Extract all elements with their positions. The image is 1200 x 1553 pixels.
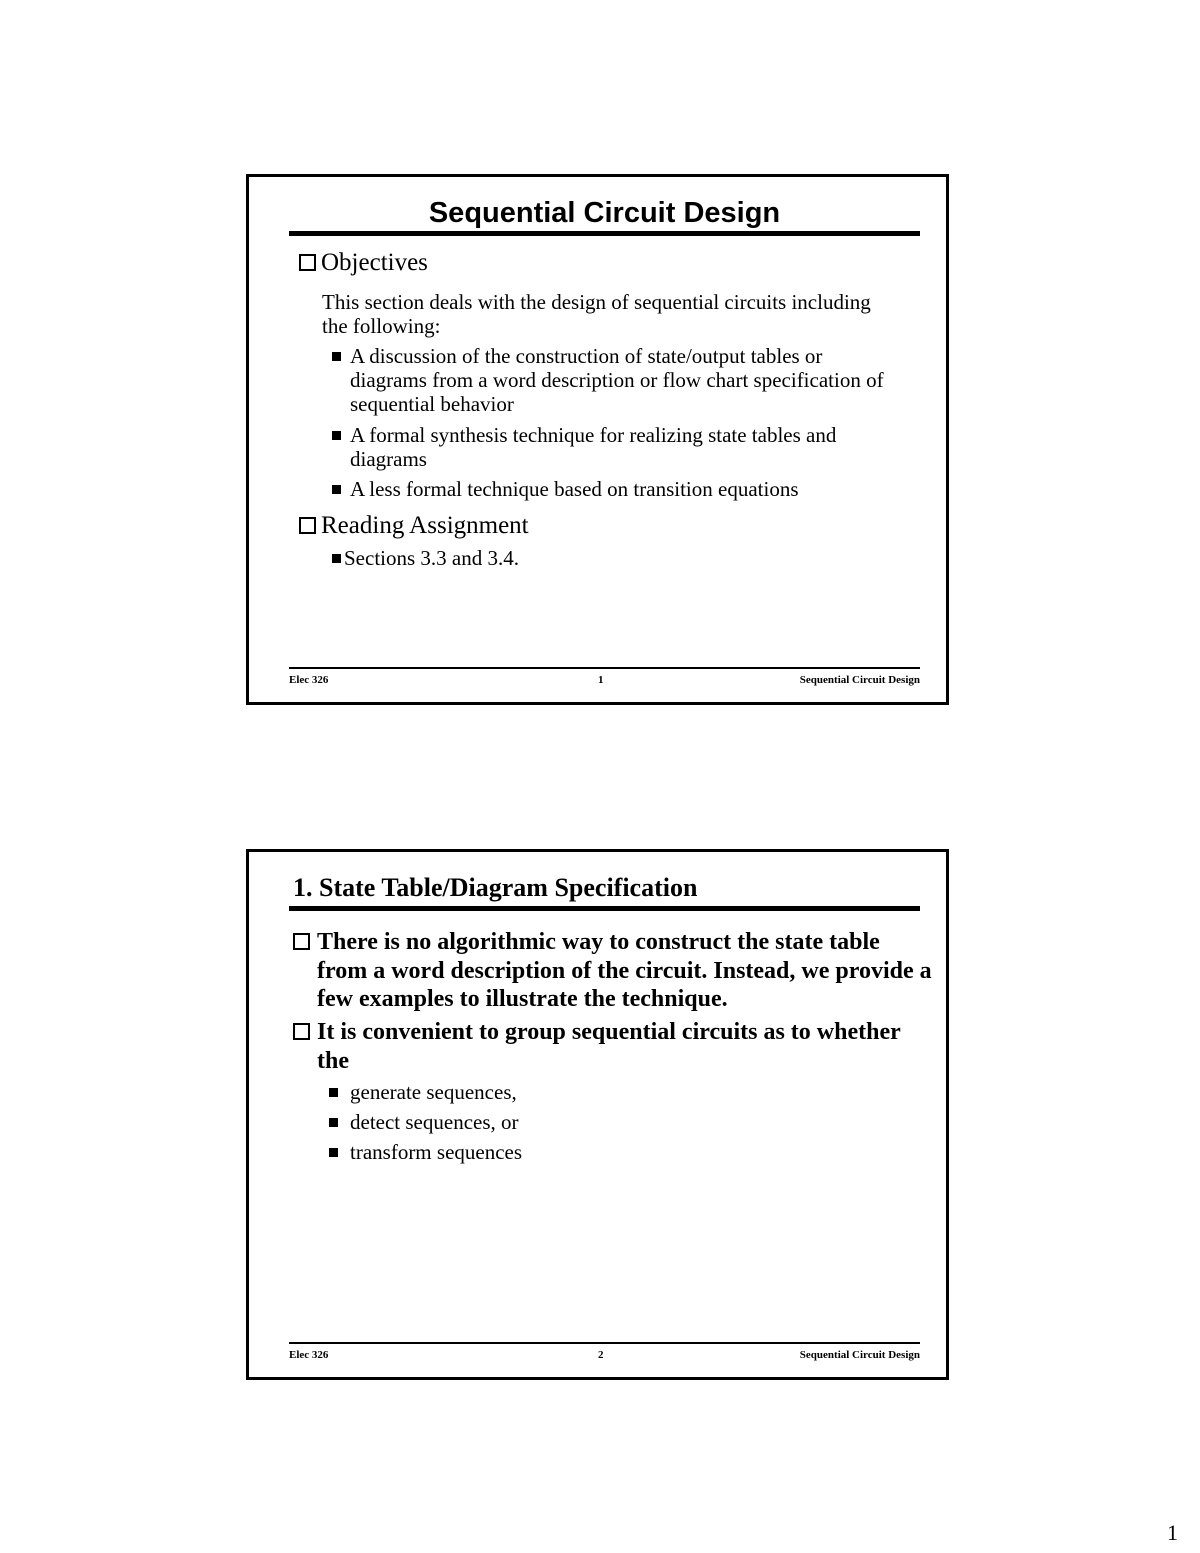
- footer-course: Elec 326: [289, 1349, 329, 1361]
- slide-title: 1. State Table/Diagram Specification: [293, 873, 698, 902]
- hollow-square-bullet-icon: [299, 517, 316, 534]
- filled-square-bullet-icon: [329, 1118, 338, 1127]
- footer-rule: [289, 1342, 920, 1344]
- list-item: generate sequences,: [329, 1080, 517, 1104]
- footer-topic: Sequential Circuit Design: [799, 1349, 920, 1361]
- filled-square-bullet-icon: [332, 554, 341, 563]
- filled-square-bullet-icon: [332, 431, 341, 440]
- list-item: There is no algorithmic way to construct the state table from a word description of the circuit. Instead, we provide a few examples to illustrate the technique.: [293, 928, 933, 1014]
- footer-topic: Sequential Circuit Design: [799, 674, 920, 686]
- list-item: A less formal technique based on transition equations: [332, 477, 902, 501]
- title-underline: [289, 906, 920, 911]
- list-item: Sections 3.3 and 3.4.: [332, 546, 902, 570]
- filled-square-bullet-icon: [329, 1148, 338, 1157]
- slide-1: [246, 174, 949, 705]
- objectives-heading: Objectives: [299, 249, 428, 277]
- list-item: A formal synthesis technique for realizing state tables and diagrams: [332, 423, 902, 471]
- intro-paragraph: This section deals with the design of sequential circuits including the following:: [322, 290, 871, 338]
- list-item: detect sequences, or: [329, 1110, 519, 1134]
- filled-square-bullet-icon: [332, 485, 341, 494]
- hollow-square-bullet-icon: [293, 933, 310, 950]
- slide-2: [246, 849, 949, 1380]
- slide-title: Sequential Circuit Design: [428, 197, 781, 229]
- hollow-square-bullet-icon: [299, 254, 316, 271]
- footer-slide-number: 2: [598, 1349, 604, 1361]
- list-item: A discussion of the construction of state/output tables or diagrams from a word description or flow chart specification of sequential behavior: [332, 344, 902, 416]
- reading-heading: Reading Assignment: [299, 512, 529, 540]
- filled-square-bullet-icon: [332, 352, 341, 361]
- footer-rule: [289, 667, 920, 669]
- list-item: It is convenient to group sequential circuits as to whether the: [293, 1018, 933, 1075]
- page-number: 1: [1167, 1520, 1178, 1545]
- footer-slide-number: 1: [598, 674, 604, 686]
- filled-square-bullet-icon: [329, 1088, 338, 1097]
- hollow-square-bullet-icon: [293, 1023, 310, 1040]
- footer-course: Elec 326: [289, 674, 329, 686]
- title-underline: [289, 231, 920, 236]
- list-item: transform sequences: [329, 1140, 522, 1164]
